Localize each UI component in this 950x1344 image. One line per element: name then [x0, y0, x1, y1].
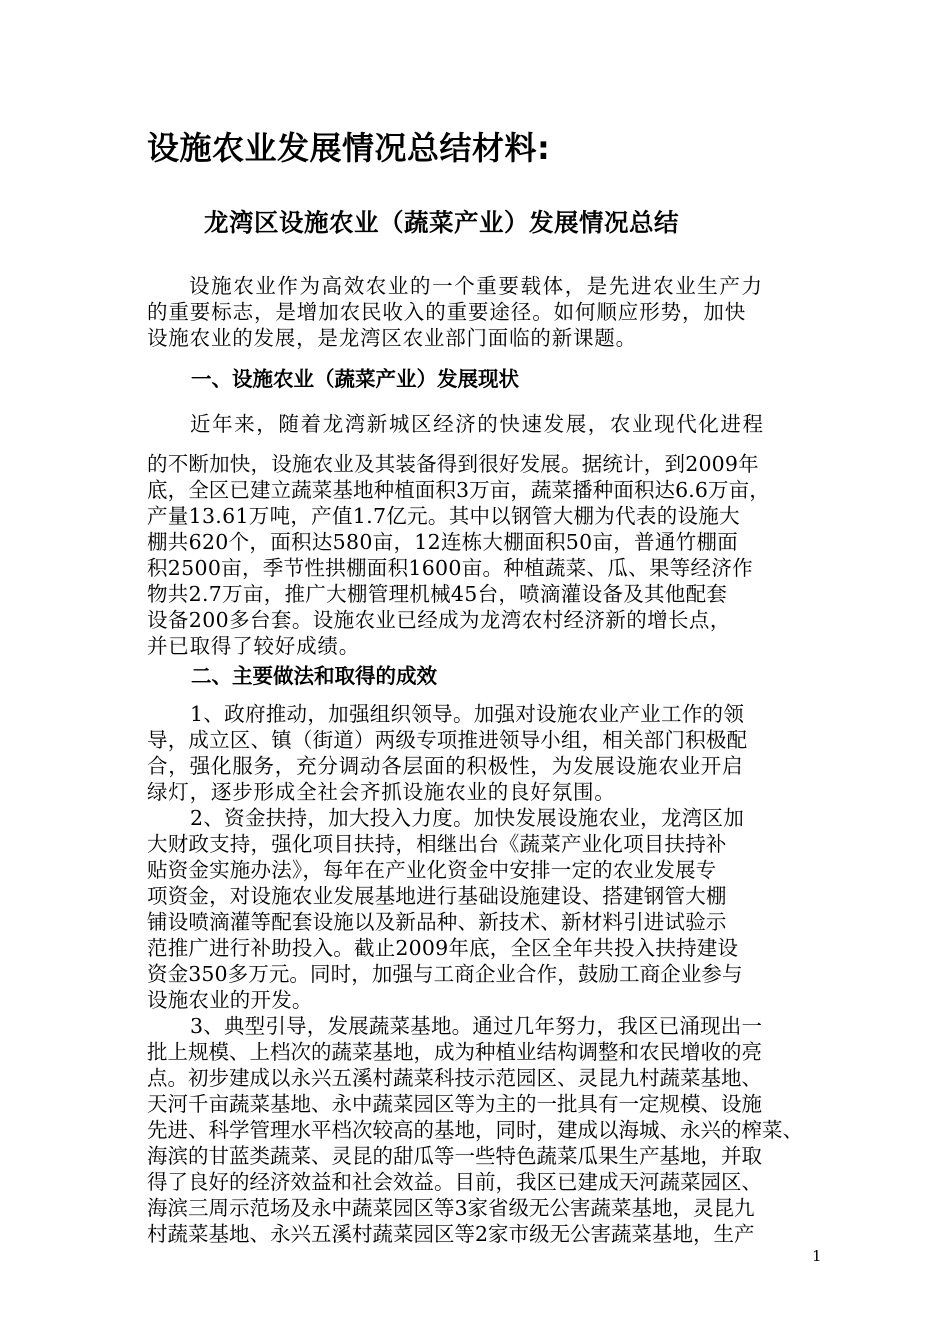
section-heading-status: 一、设施农业（蔬菜产业）发展现状 — [191, 367, 519, 391]
body-line: 近年来，随着龙湾新城区经济的快速发展，农业现代化进程 — [190, 412, 765, 436]
body-line: 的不断加快，设施农业及其装备得到很好发展。据统计，到2009年 — [147, 452, 759, 476]
body-line: 合，强化服务，充分调动各层面的积极性，为发展设施农业开启 — [147, 754, 744, 778]
body-line: 贴资金实施办法》，每年在产业化资金中安排一定的农业发展专 — [147, 858, 717, 882]
section-heading-measures: 二、主要做法和取得的成效 — [191, 664, 437, 688]
body-line: 绿灯，逐步形成全社会齐抓设施农业的良好氛围。 — [147, 780, 616, 804]
body-line: 2、资金扶持，加大投入力度。加快发展设施农业，龙湾区加 — [190, 806, 745, 830]
body-line: 设备200多台套。设施农业已经成为龙湾农村经济新的增长点， — [147, 608, 731, 632]
body-line: 得了良好的经济效益和社会效益。目前，我区已建成天河蔬菜园区、 — [147, 1170, 762, 1194]
body-line: 设施农业的开发。 — [147, 988, 313, 1012]
body-line: 批上规模、上档次的蔬菜基地，成为种植业结构调整和农民增收的亮 — [147, 1040, 762, 1064]
body-line: 积2500亩，季节性拱棚面积1600亩。种植蔬菜、瓜、果等经济作 — [147, 556, 753, 580]
body-line: 产量13.61万吨，产值1.7亿元。其中以钢管大棚为代表的设施大 — [147, 504, 740, 528]
body-line: 范推广进行补助投入。截止2009年底，全区全年共投入扶持建设 — [147, 936, 739, 960]
body-line: 棚共620个，面积达580亩，12连栋大棚面积50亩，普通竹棚面 — [147, 530, 739, 554]
body-line: 海滨的甘蓝类蔬菜、灵昆的甜瓜等一些特色蔬菜瓜果生产基地，并取 — [147, 1144, 762, 1168]
body-line: 1、政府推动，加强组织领导。加强对设施农业产业工作的领 — [190, 702, 745, 726]
body-line: 物共2.7万亩，推广大棚管理机械45台，喷滴灌设备及其他配套 — [147, 582, 728, 606]
body-line: 3、典型引导，发展蔬菜基地。通过几年努力，我区已涌现出一 — [190, 1014, 763, 1038]
body-line: 点。初步建成以永兴五溪村蔬菜科技示范园区、灵昆九村蔬菜基地、 — [147, 1066, 762, 1090]
intro-line: 的重要标志，是增加农民收入的重要途径。如何顺应形势，加快 — [147, 300, 747, 324]
intro-line: 设施农业的发展，是龙湾区农业部门面临的新课题。 — [147, 326, 637, 350]
body-line: 天河千亩蔬菜基地、永中蔬菜园区等为主的一批具有一定规模、设施 — [147, 1092, 762, 1116]
document-title: 设施农业发展情况总结材料: — [147, 129, 551, 167]
body-line: 村蔬菜基地、永兴五溪村蔬菜园区等2家市级无公害蔬菜基地，生产 — [147, 1222, 755, 1246]
body-line: 资金350多万元。同时，加强与工商企业合作，鼓励工商企业参与 — [147, 962, 743, 986]
body-line: 大财政支持，强化项目扶持，相继出台《蔬菜产业化项目扶持补 — [147, 832, 727, 856]
page-number: 1 — [812, 1247, 822, 1265]
body-line: 并已取得了较好成绩。 — [147, 634, 360, 658]
body-line: 底，全区已建立蔬菜基地种植面积3万亩，蔬菜播种面积达6.6万亩， — [147, 478, 770, 502]
document-subtitle: 龙湾区设施农业（蔬菜产业）发展情况总结 — [204, 208, 679, 237]
body-line: 导，成立区、镇（街道）两级专项推进领导小组，相关部门积极配 — [147, 728, 748, 752]
intro-line: 设施农业作为高效农业的一个重要载体，是先进农业生产力 — [189, 274, 764, 298]
body-line: 铺设喷滴灌等配套设施以及新品种、新技术、新材料引进试验示 — [147, 910, 727, 934]
body-line: 海滨三周示范场及永中蔬菜园区等3家省级无公害蔬菜基地，灵昆九 — [147, 1196, 755, 1220]
body-line: 先进、科学管理水平档次较高的基地，同时，建成以海城、永兴的榨菜、 — [147, 1118, 803, 1142]
body-line: 项资金，对设施农业发展基地进行基础设施建设、搭建钢管大棚 — [147, 884, 727, 908]
